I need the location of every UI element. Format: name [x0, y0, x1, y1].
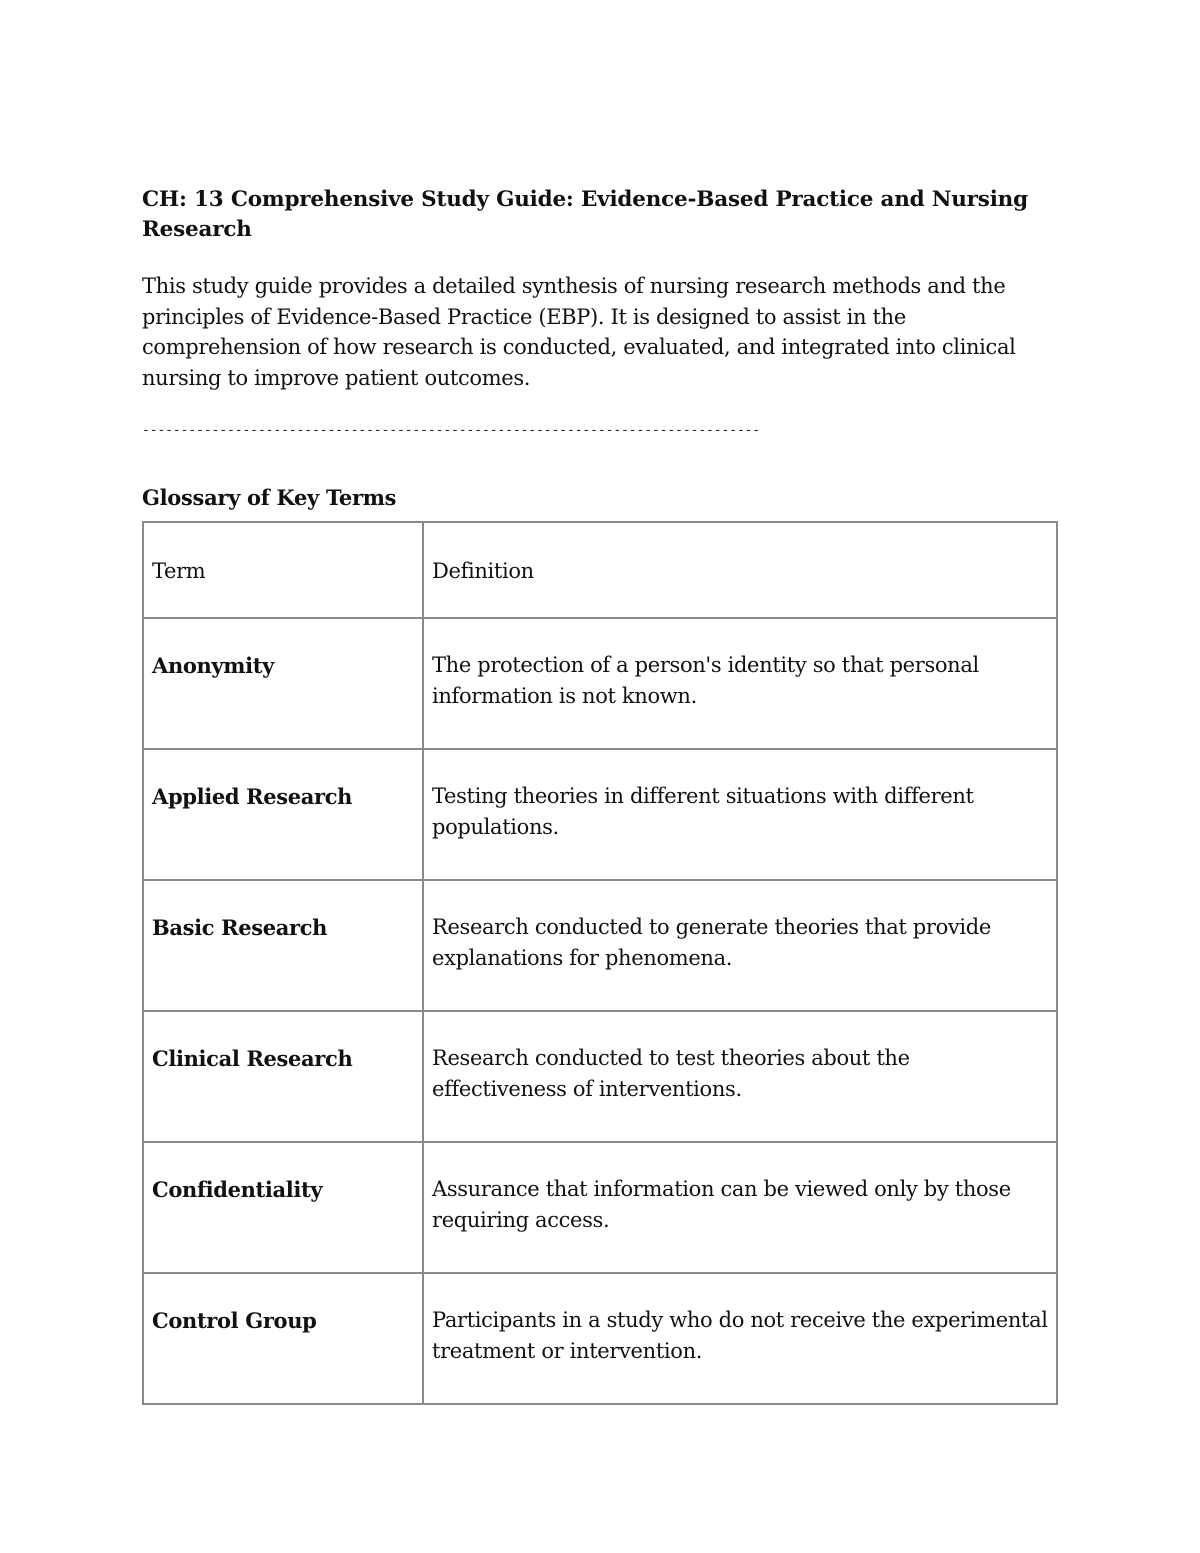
- term-cell: Control Group: [143, 1273, 423, 1404]
- definition-cell: Research conducted to generate theories that provide explanations for phenomena.: [423, 880, 1057, 1011]
- term-cell: Basic Research: [143, 880, 423, 1011]
- term-cell: Clinical Research: [143, 1011, 423, 1142]
- glossary-heading: Glossary of Key Terms: [142, 485, 397, 510]
- term-cell: Confidentiality: [143, 1142, 423, 1273]
- table-row: [143, 618, 1057, 749]
- section-divider: --------------------------------------------------------------------------------: [142, 423, 761, 438]
- table-row: [143, 1011, 1057, 1142]
- document-title: CH: 13 Comprehensive Study Guide: Evidence-Based Practice and Nursing Research: [142, 187, 1028, 242]
- table-row: [143, 1273, 1057, 1404]
- table-row: [143, 880, 1057, 1011]
- definition-cell: The protection of a person's identity so that personal information is not known.: [423, 618, 1057, 749]
- definition-cell: Testing theories in different situations with different populations.: [423, 749, 1057, 880]
- table-row: [143, 749, 1057, 880]
- definition-cell: Assurance that information can be viewed only by those requiring access.: [423, 1142, 1057, 1273]
- header-term: Term: [143, 522, 423, 618]
- table-row: [143, 1142, 1057, 1273]
- document-page: [142, 185, 1056, 1405]
- intro-paragraph: This study guide provides a detailed synthesis of nursing research methods and the principles of Evidence-Based Practice (EBP). It is designed to assist in the comprehension of how research is conducted, evaluated, and integrated into clinical nursing to improve patient outcomes.: [142, 274, 1016, 390]
- header-definition: Definition: [423, 522, 1057, 618]
- definition-cell: Research conducted to test theories about the effectiveness of interventions.: [423, 1011, 1057, 1142]
- definition-cell: Participants in a study who do not receive the experimental treatment or intervention.: [423, 1273, 1057, 1404]
- table-header-row: [143, 522, 1057, 618]
- term-cell: Applied Research: [143, 749, 423, 880]
- glossary-table: [142, 521, 1058, 1405]
- term-cell: Anonymity: [143, 618, 423, 749]
